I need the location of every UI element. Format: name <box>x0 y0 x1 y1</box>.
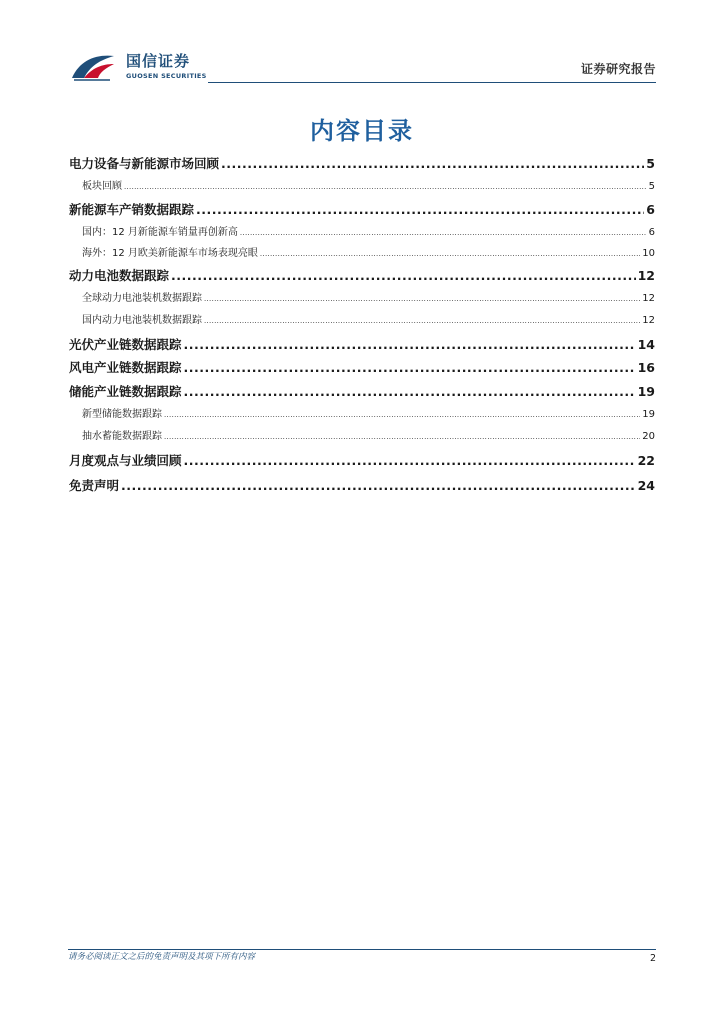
toc-dot-leader <box>124 180 647 194</box>
toc-entry-page: 16 <box>637 360 655 375</box>
toc-dot-leader <box>240 226 647 240</box>
page-number: 2 <box>649 953 656 964</box>
toc-entry-page: 19 <box>642 409 655 420</box>
toc-dot-leader <box>204 314 640 328</box>
toc-entry-label: 月度观点与业绩回顾 <box>69 453 182 468</box>
toc-dot-leader <box>171 268 636 284</box>
toc-entry-page: 14 <box>637 337 655 352</box>
toc-entry-label: 动力电池数据跟踪 <box>69 268 170 283</box>
toc-entry-section[interactable] <box>69 292 655 306</box>
toc-entry-chapter[interactable] <box>69 384 655 400</box>
toc-entry-label: 国内：12 月新能源车销量再创新高 <box>82 227 238 238</box>
toc-entry-chapter[interactable] <box>69 453 655 469</box>
toc-entry-section[interactable] <box>69 247 655 261</box>
brand-name-en: GUOSEN SECURITIES <box>126 72 207 80</box>
toc-entry-page: 5 <box>648 181 655 192</box>
toc-entry-label: 新型储能数据跟踪 <box>82 409 162 420</box>
toc-entry-section[interactable] <box>69 180 655 194</box>
report-type-label: 证券研究报告 <box>580 62 656 76</box>
toc-entry-page: 5 <box>646 156 655 171</box>
toc-entry-page: 10 <box>642 248 655 259</box>
toc-entry-page: 24 <box>637 478 655 493</box>
toc-entry-label: 免责声明 <box>69 478 120 493</box>
toc-entry-label: 抽水蓄能数据跟踪 <box>82 431 162 442</box>
toc-entry-section[interactable] <box>69 226 655 240</box>
toc-entry-section[interactable] <box>69 430 655 444</box>
toc-entry-chapter[interactable] <box>69 202 655 218</box>
toc-entry-label: 全球动力电池装机数据跟踪 <box>82 293 202 304</box>
toc-entry-chapter[interactable] <box>69 337 655 353</box>
toc-entry-label: 光伏产业链数据跟踪 <box>69 337 182 352</box>
toc-dot-leader <box>196 202 644 218</box>
toc-dot-leader <box>184 384 636 400</box>
toc-dot-leader <box>164 408 640 422</box>
toc-entry-label: 风电产业链数据跟踪 <box>69 360 182 375</box>
toc-dot-leader <box>184 360 636 376</box>
toc-dot-leader <box>184 337 636 353</box>
toc-entry-label: 板块回顾 <box>82 181 122 192</box>
toc-entry-page: 6 <box>648 227 655 238</box>
guosen-logo-icon <box>70 52 116 82</box>
footer-disclaimer: 请务必阅读正文之后的免责声明及其项下所有内容 <box>68 952 256 962</box>
toc-entry-section[interactable] <box>69 314 655 328</box>
toc-entry-chapter[interactable] <box>69 268 655 284</box>
toc-dot-leader <box>164 430 640 444</box>
toc-dot-leader <box>204 292 640 306</box>
toc-dot-leader <box>121 478 636 494</box>
toc-entry-page: 12 <box>637 268 655 283</box>
toc-dot-leader <box>184 453 636 469</box>
toc-entry-page: 20 <box>642 431 655 442</box>
brand-name-cn: 国信证券 <box>126 52 191 70</box>
toc-entry-page: 6 <box>646 202 655 217</box>
page-header <box>68 50 656 86</box>
toc-entry-chapter[interactable] <box>69 156 655 172</box>
toc-entry-label: 储能产业链数据跟踪 <box>69 384 182 399</box>
toc-entry-chapter[interactable] <box>69 360 655 376</box>
footer-divider <box>68 949 656 950</box>
toc-entry-page: 22 <box>637 453 655 468</box>
toc-entry-section[interactable] <box>69 408 655 422</box>
toc-entry-page: 12 <box>642 293 655 304</box>
toc-entry-label: 国内动力电池装机数据跟踪 <box>82 315 202 326</box>
toc-entry-page: 19 <box>637 384 655 399</box>
toc-entry-chapter[interactable] <box>69 478 655 494</box>
toc-dot-leader <box>260 247 640 261</box>
toc-title: 内容目录 <box>310 117 414 145</box>
header-divider <box>208 82 656 83</box>
toc-entry-page: 12 <box>642 315 655 326</box>
toc-entry-label: 海外：12 月欧美新能源车市场表现亮眼 <box>82 248 258 259</box>
toc-entry-label: 新能源车产销数据跟踪 <box>69 202 195 217</box>
toc-dot-leader <box>221 156 644 172</box>
toc-entry-label: 电力设备与新能源市场回顾 <box>69 156 220 171</box>
